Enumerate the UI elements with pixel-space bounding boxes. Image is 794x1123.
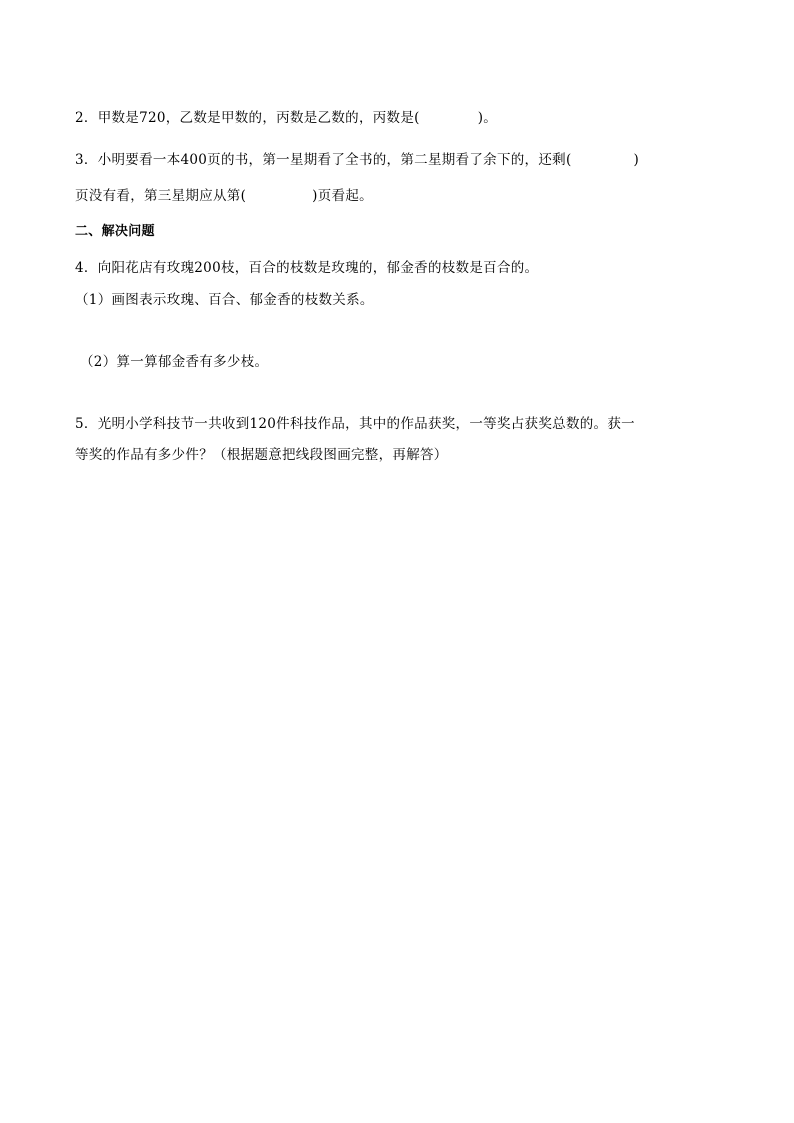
question-3-line-2: [75, 186, 373, 206]
section-heading: 二、解决问题: [75, 224, 155, 239]
question-2-text-end: )。: [477, 110, 498, 126]
question-5-line-2: 等奖的作品有多少件？（根据题意把线段图画完整，再解答）: [75, 447, 448, 463]
question-3-text-2: 页没有看，第三星期应从第(: [75, 188, 247, 204]
question-3-text: 3．小明要看一本400页的书，第一星期看了全书的，第二星期看了余下的，还剩(: [75, 152, 572, 168]
question-3-text-close: ): [633, 152, 640, 168]
question-3-text-2-end: )页看起。: [312, 188, 373, 204]
question-2: [75, 108, 497, 128]
question-3-line-1: [75, 150, 639, 170]
question-4-part-1: （1）画图表示玫瑰、百合、郁金香的枝数关系。: [75, 292, 374, 308]
question-4-part-2: （2）算一算郁金香有多少枝。: [80, 354, 269, 370]
question-4-stem: 4．向阳花店有玫瑰200枝，百合的枝数是玫瑰的，郁金香的枝数是百合的。: [75, 260, 539, 276]
question-2-text: 2．甲数是720，乙数是甲数的，丙数是乙数的，丙数是(: [75, 110, 420, 126]
question-5-line-1: 5．光明小学科技节一共收到120件科技作品，其中的作品获奖，一等奖占获奖总数的。获一: [75, 416, 635, 432]
